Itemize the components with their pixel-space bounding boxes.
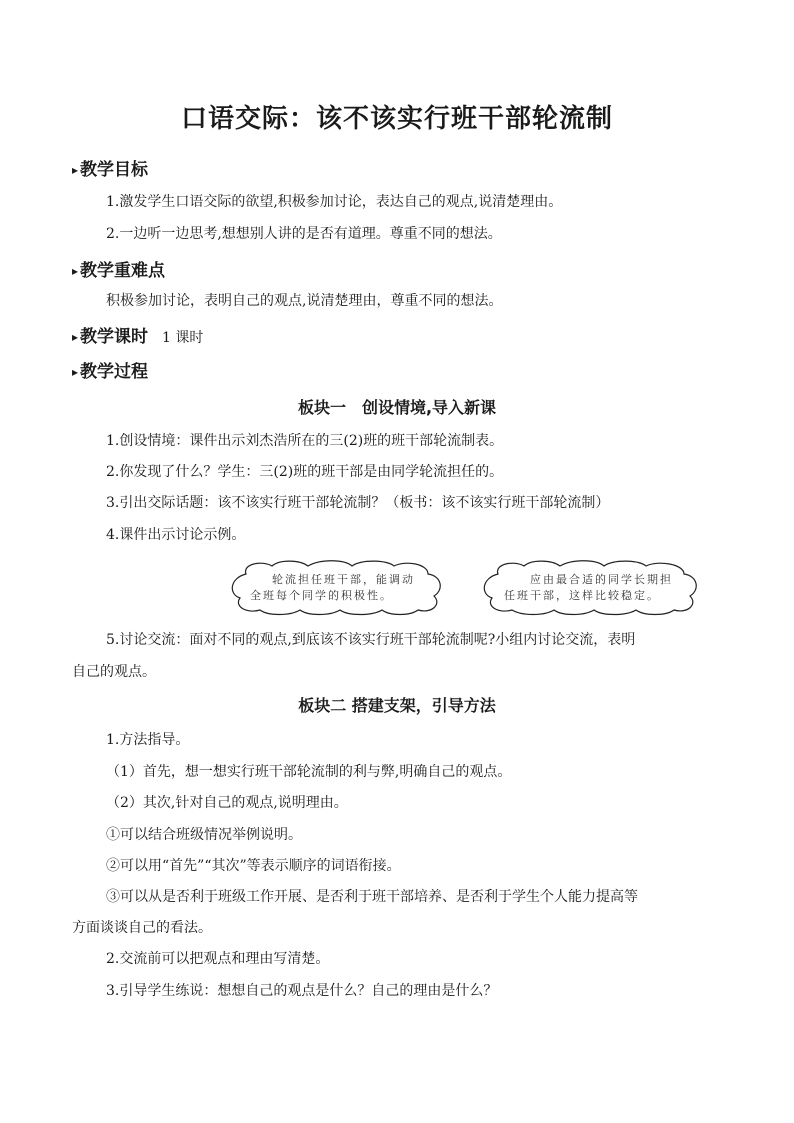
block-1-item-1: 1.创设情境：课件出示刘杰浩所在的三(2)班的班干部轮流制表。 [106,433,504,449]
section-heading-objectives [72,155,148,180]
block-2-item-1a: （1）首先，想一想实行班干部轮流制的利与弊,明确自己的观点。 [106,764,512,780]
block-2-circle-3-line-2: 方面谈谈自己的看法。 [72,920,212,936]
block-2-circle-3-line-1: ③可以从是否利于班级工作开展、是否利于班干部培养、是否利于学生个人能力提高等 [106,889,638,905]
block-2-item-1b: （2）其次,针对自己的观点,说明理由。 [106,795,348,811]
discussion-bubble-right [480,560,702,616]
section-heading-text: 教学重难点 [80,261,166,281]
triangle-marker-icon: ▸ [72,330,79,344]
block-2-item-2: 2.交流前可以把观点和理由写清楚。 [106,951,330,967]
block-1-item-5-line-2: 自己的观点。 [72,664,156,680]
block-2-item-3: 3.引导学生练说：想想自己的观点是什么？自己的理由是什么？ [106,983,498,999]
block-1-heading: 板块一 创设情境,导入新课 [297,398,497,417]
section-heading-text: 教学课时 [80,327,149,347]
block-2-circle-2: ②可以用“首先”“其次”等表示顺序的词语衔接。 [106,858,401,874]
block-1-item-3: 3.引出交际话题：该不该实行班干部轮流制？（板书：该不该实行班干部轮流制） [106,495,610,511]
objective-item-1: 1.激发学生口语交际的欲望,积极参加讨论，表达自己的观点,说清楚理由。 [106,194,563,210]
bubble-left-line-1: 轮流担任班干部，能调动 [272,573,415,586]
section-heading-process [72,357,148,382]
block-1-item-2: 2.你发现了什么？学生：三(2)班的班干部是由同学轮流担任的。 [106,464,504,480]
discussion-bubble-left [228,560,446,616]
block-2-heading: 板块二 搭建支架，引导方法 [298,696,496,715]
triangle-marker-icon: ▸ [72,163,79,177]
page-title: 口语交际：该不该实行班干部轮流制 [180,104,613,134]
bubble-right-line-1: 应由最合适的同学长期担 [530,573,673,586]
key-points-text: 积极参加讨论，表明自己的观点,说清楚理由，尊重不同的想法。 [106,293,503,309]
section-heading-text: 教学目标 [80,160,149,180]
block-1-item-5-line-1: 5.讨论交流：面对不同的观点,到底该不该实行班干部轮流制呢?小组内讨论交流，表明 [106,632,636,648]
block-2-item-1: 1.方法指导。 [106,732,190,748]
hours-value: 1 课时 [162,330,204,346]
triangle-marker-icon: ▸ [72,264,79,278]
objective-item-2: 2.一边听一边思考,想想别人讲的是否有道理。尊重不同的想法。 [106,226,502,242]
section-heading-hours [72,322,203,347]
section-heading-key-points [72,256,165,281]
bubble-right-line-2: 任班干部，这样比较稳定。 [504,589,660,602]
block-2-circle-1: ①可以结合班级情况举例说明。 [106,827,302,843]
section-heading-text: 教学过程 [80,362,149,382]
bubble-left-line-2: 全班每个同学的积极性。 [250,589,393,602]
block-1-item-4: 4.课件出示讨论示例。 [106,527,246,543]
triangle-marker-icon: ▸ [72,365,79,379]
